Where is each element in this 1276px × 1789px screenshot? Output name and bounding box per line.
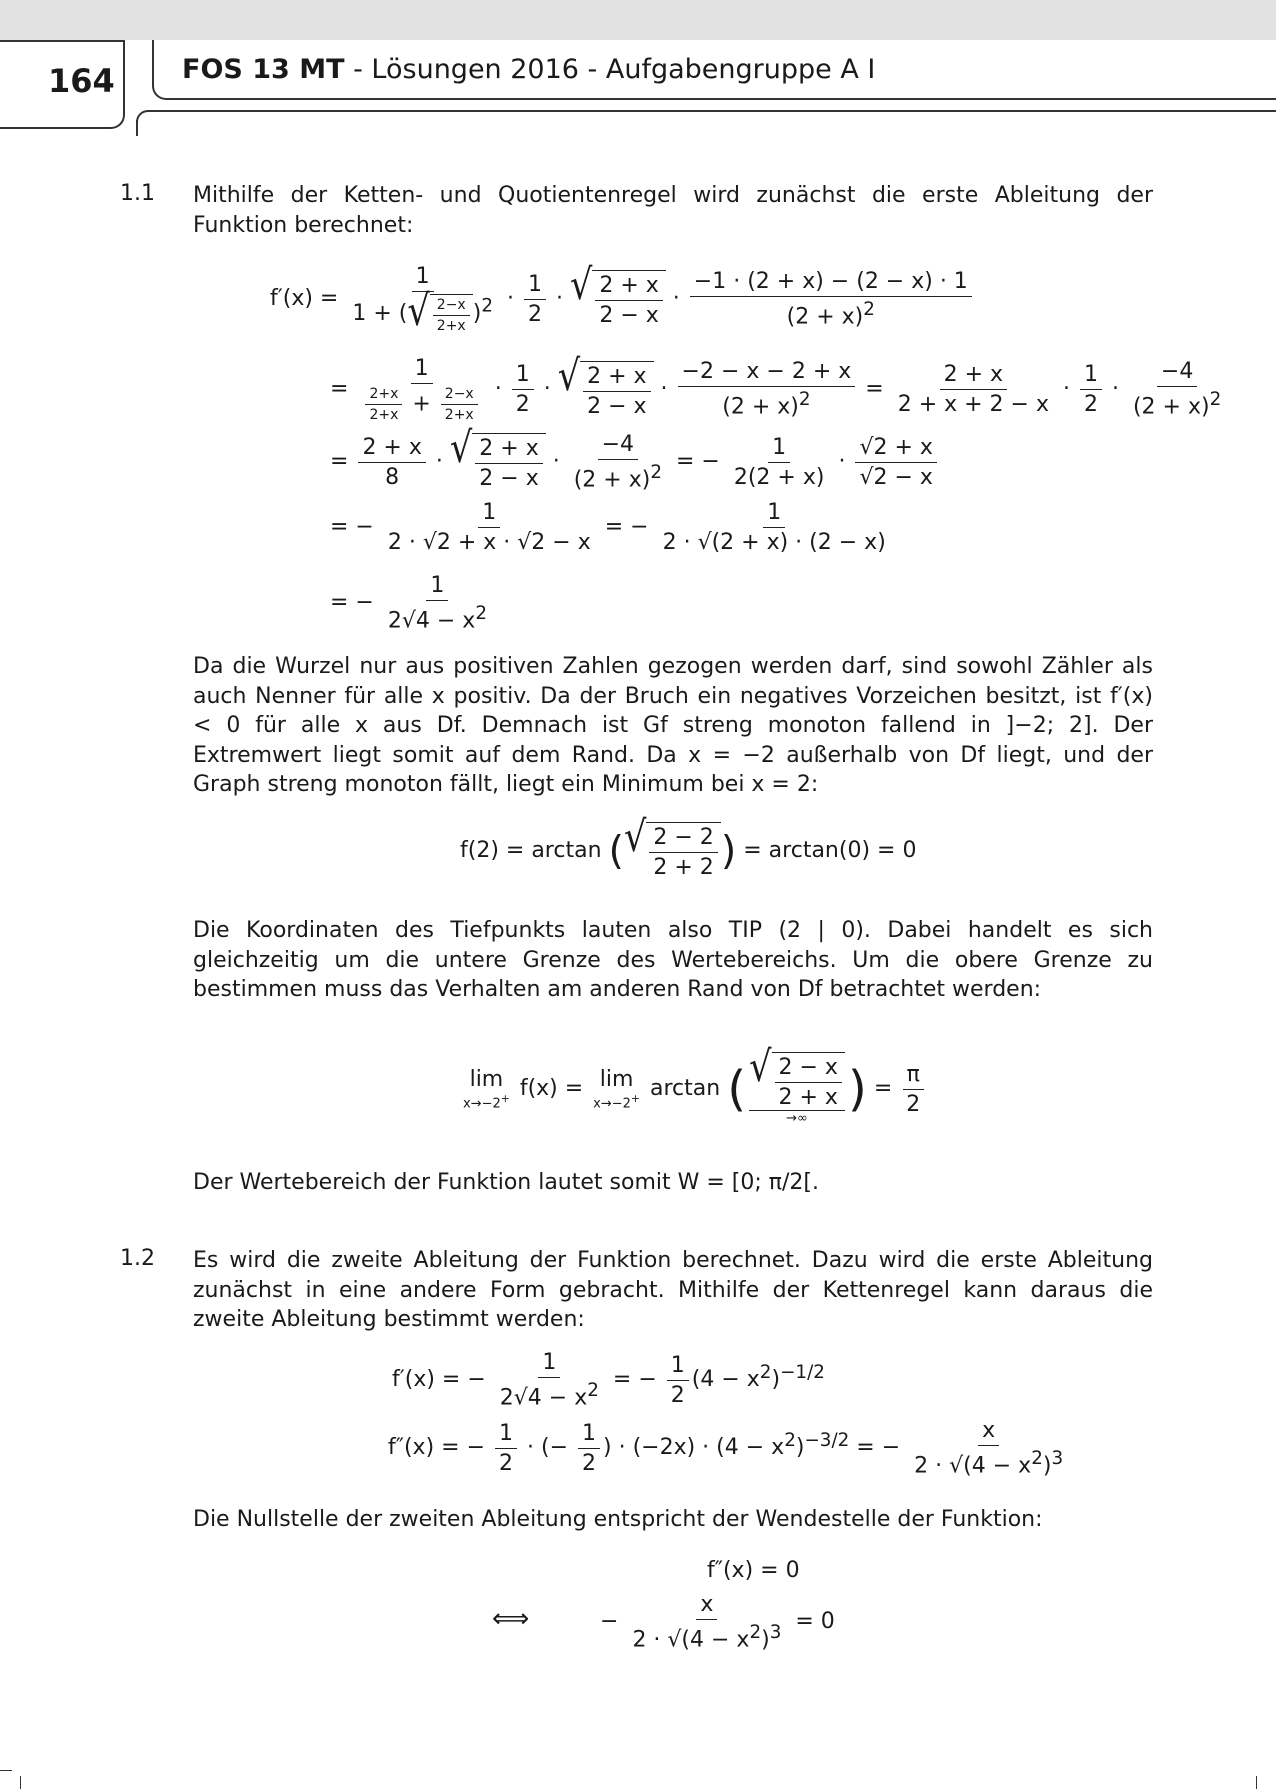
section-1-1-paragraph-2: Die Koordinaten des Tiefpunkts lauten also TIP (2 | 0). Dabei handelt es sich gleichzeitig um die untere Grenze des Wertebereichs. Um die obere Grenze zu bestimmen muss das Verhalten am anderen Rand von Df betrachtet werden: xyxy=(193,918,1153,1002)
section-1-2-intro: Es wird die zweite Ableitung der Funktion berechnet. Dazu wird die erste Ableitung zunächst in eine andere Form gebracht. Mithilfe der Kettenregel kann daraus die zweite Ableitung bestimmt werden: xyxy=(193,1248,1153,1332)
derivative-equation-line-5: = − $\frac{1}{2√4 - x^2}$ xyxy=(330,573,487,634)
page-number: 164 xyxy=(48,62,115,100)
crop-mark xyxy=(1256,1776,1257,1789)
crop-mark xyxy=(20,1776,21,1789)
equivalence-symbol: ⟺ xyxy=(492,1604,530,1634)
section-1-1-paragraph-3: Der Wertebereich der Funktion lautet somit W = [0; π/2[. xyxy=(193,1170,820,1195)
section-number-1-1: 1.1 xyxy=(120,181,155,206)
derivative-equation-line-3: = $\frac{2 + x}{8}$ · √ $\frac{2 + x}{2 - x}$ · $\frac{-4}{(2 + x)^2}$ = − $\frac{1}{2(2 + x)}$ · $\frac{√2 + x}{√2 - x}$ xyxy=(330,432,940,492)
second-derivative-zero-expanded: − $\frac{x}{2 \cdot √(4 - x^2)^3}$ = 0 xyxy=(600,1592,835,1653)
eq-lhs: f′(x) = xyxy=(270,286,339,311)
section-1-2-paragraph: Die Nullstelle der zweiten Ableitung entspricht der Wendestelle der Funktion: xyxy=(193,1507,1043,1532)
derivative-equation-line-1: f′(x) = 1 1 + ( √ $\frac{2-x}{2+x}$ )$^2$ · $\frac{1}{2}$ · √ $\frac{2 + x}{2 - x}$ · $\frac{-1 \cdot (2 + x) - (2 - x) \cdot 1}{(2 + x)^2}$ xyxy=(270,264,975,334)
section-1-1-intro: Mithilfe der Ketten- und Quotientenregel wird zunächst die erste Ableitung der Funktion berechnet: xyxy=(193,183,1153,238)
limit-equation: lim x→−2+ f(x) = lim x→−2+ arctan ( √ $\frac{2 - x}{2 + x}$ →∞ ) = $\frac{\pi}{2}$ xyxy=(460,1052,927,1126)
f2-equation: f(2) = arctan ( √ $\frac{2 - 2}{2 + 2}$ ) = arctan(0) = 0 xyxy=(460,812,917,880)
header-title xyxy=(182,54,875,85)
crop-mark xyxy=(0,1770,12,1771)
first-derivative-rewrite: f′(x) = − $\frac{1}{2√4 - x^2}$ = − $\frac{1}{2}$ $(4 - x^2)^{-1/2}$ xyxy=(392,1350,825,1411)
limit-underbrace-label: →∞ xyxy=(786,1111,808,1126)
derivative-equation-line-2: = 1 $\frac{2+x}{2+x}$ + $\frac{2-x}{2+x}$ · $\frac{1}{2}$ · √ $\frac{2 + x}{2 - x}$ · $\frac{-2 - x - 2 + x}{(2 + x)^2}$ = $\frac{2 + x}{2 + x + 2 - x}$ · $\frac{1}{2}$ · $\frac{-4}{(2 + x)^2}$ xyxy=(330,351,1222,423)
header-title-rest: - Lösungen 2016 - Aufgabengruppe A I xyxy=(344,54,876,85)
top-margin-bar xyxy=(0,0,1276,40)
header-title-bold: FOS 13 MT xyxy=(182,54,345,85)
eq-fraction: 1 1 + ( √ $\frac{2-x}{2+x}$ )$^2$ xyxy=(352,264,493,336)
derivative-equation-line-4: = − $\frac{1}{2 \cdot √2 + x \cdot √2 - x}$ = − $\frac{1}{2 \cdot √(2 + x) \cdot (2 - x)}$ xyxy=(330,500,886,555)
section-number-1-2: 1.2 xyxy=(120,1246,155,1271)
second-derivative-zero: f″(x) = 0 xyxy=(707,1558,800,1583)
header-rule-corner xyxy=(136,120,152,136)
second-derivative: f″(x) = − $\frac{1}{2}$ · (− $\frac{1}{2}$ ) · $(-2x) \cdot (4 - x^2)^{-3/2}$ = − $\frac{x}{2 \cdot √(4 - x^2)^3}$ xyxy=(388,1418,1064,1479)
header-rule xyxy=(136,110,1276,124)
section-1-1-paragraph-1: Da die Wurzel nur aus positiven Zahlen gezogen werden darf, sind sowohl Zähler als auch Nenner für alle x positiv. Da der Bruch ein negatives Vorzeichen besitzt, ist f′(x) < 0 für alle x aus Df. Demnach ist Gf streng monoton fallend in ]−2; 2]. Der Extremwert liegt somit auf dem Rand. Da x = −2 außerhalb von Df liegt, und der Graph streng monoton fällt, liegt ein Minimum bei x = 2: xyxy=(193,654,1153,797)
